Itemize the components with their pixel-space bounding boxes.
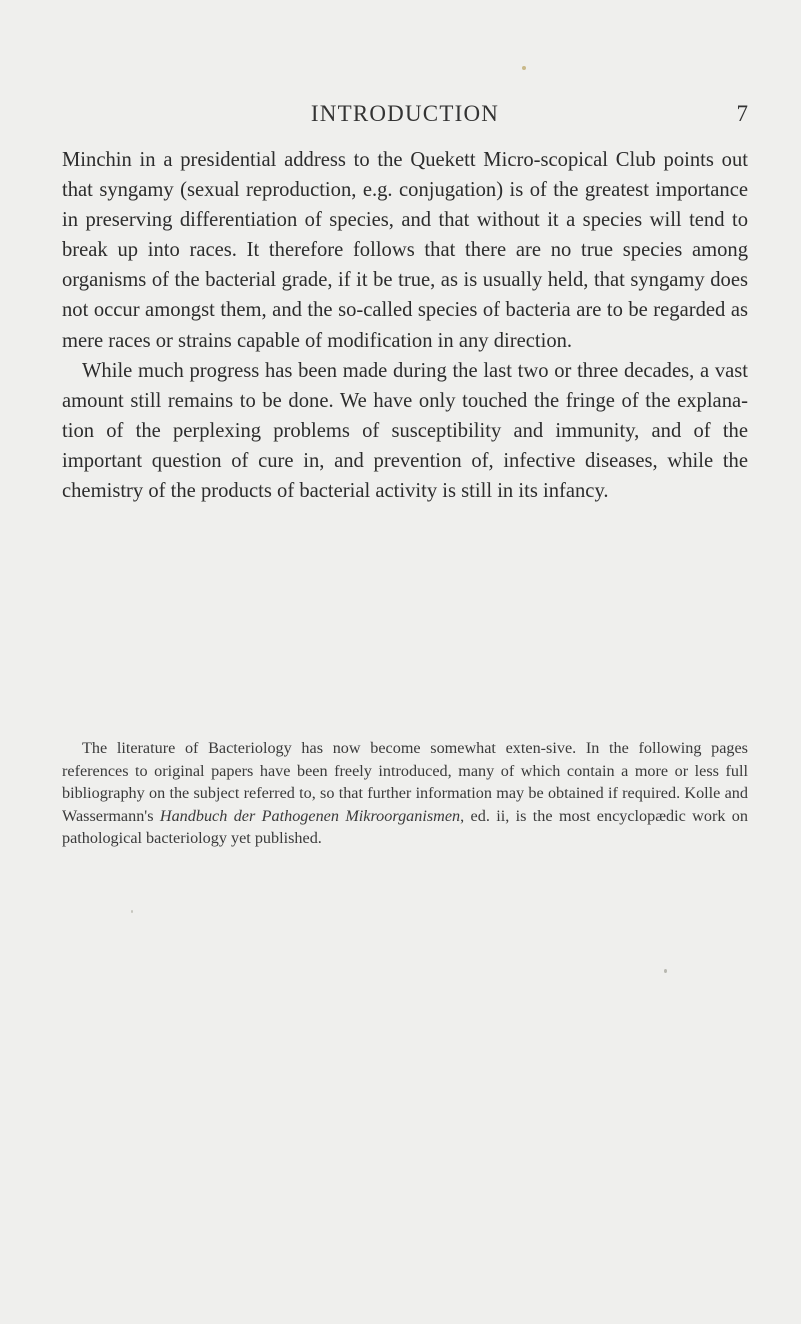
paragraph-2: While much progress has been made during the last two or three decades, a vast amount still remains to be done. We have only touched the fringe of the explana-tion of the perplexing problems of susceptibility and immunity, and of the important question of cure in, and prevention of, infective diseases, while the chemistry of the products of bacterial activity is still in its infancy. <box>62 359 748 503</box>
footnote-text-after: , ed. ii, is the most encyclopædic work on pathological bacteriology yet published. <box>62 806 748 848</box>
paper-speck <box>522 66 526 70</box>
paper-speck <box>664 969 667 973</box>
paper-speck <box>131 910 133 913</box>
main-text <box>62 145 748 506</box>
footnote-book-title: Handbuch der Pathogenen Mikroorganismen <box>159 806 461 825</box>
footnote-paragraph <box>62 737 748 850</box>
page-number: 7 <box>736 101 748 126</box>
running-head <box>62 101 748 131</box>
footnote-text-before: The literature of Bacteriology has now become somewhat exten-sive. In the following pages references to original papers have been freely introduced, many of which contain a more or less full bibliography on the subject referred to, so that further information may be obtained if required. Kolle and Wassermann's <box>62 739 748 825</box>
footnote <box>62 737 748 850</box>
paragraph-1: Minchin in a presidential address to the Quekett Micro-scopical Club points out that syngamy (sexual reproduction, e.g. conjugation) is of the greatest importance in preserving differentiation of species, and that without it a species will tend to break up into races. It therefore follows that there are no true species among organisms of the bacterial grade, if it be true, as is usually held, that syngamy does not occur amongst them, and the so-called species of bacteria are to be regarded as mere races or strains capable of modification in any direction. <box>62 149 748 352</box>
running-title: INTRODUCTION <box>310 101 500 126</box>
